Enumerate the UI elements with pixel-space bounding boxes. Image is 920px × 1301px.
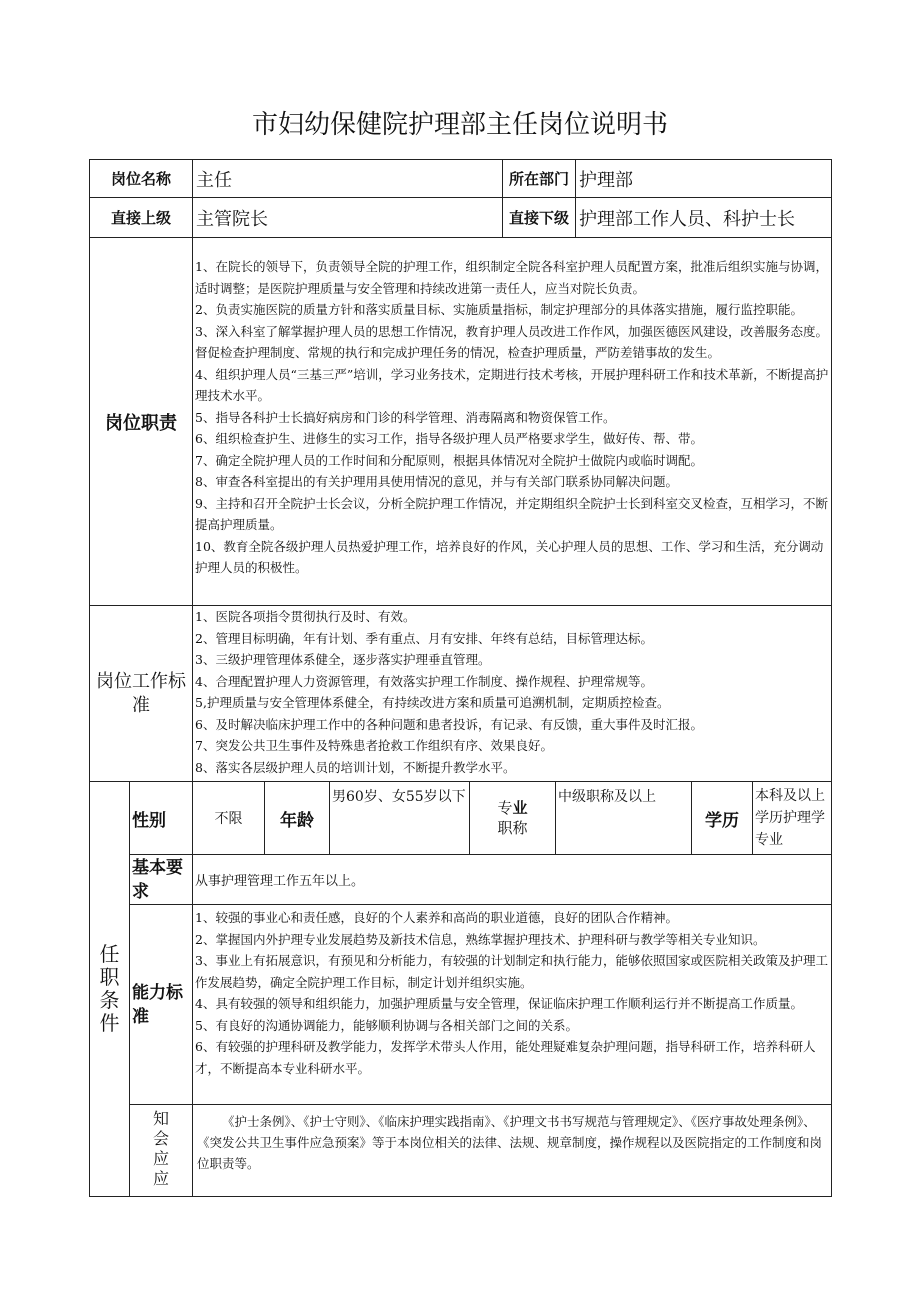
list-item: 3、三级护理管理体系健全，逐步落实护理垂直管理。 xyxy=(195,652,491,667)
subordinate-label: 直接下级 xyxy=(503,198,576,238)
age-value: 男60岁、女55岁以下 xyxy=(330,782,470,855)
subordinate-value: 护理部工作人员、科护士长 xyxy=(576,198,832,238)
standards-list xyxy=(193,606,832,782)
knowledge-label: 知 会 应 应 xyxy=(130,1105,193,1197)
list-item: 2、负责实施医院的质量方针和落实质量目标、实施质量指标，制定护理部分的具体落实措施，履行监控职能。 xyxy=(195,302,803,317)
list-item: 7、突发公共卫生事件及特殊患者抢救工作组织有序、效果良好。 xyxy=(195,738,553,753)
duties-label: 岗位职责 xyxy=(90,238,193,606)
standards-label: 岗位工作标准 xyxy=(90,606,193,782)
list-item: 8、落实各层级护理人员的培训计划，不断提升教学水平。 xyxy=(195,759,516,775)
superior-label: 直接上级 xyxy=(90,198,193,238)
row-basic-info xyxy=(90,782,832,855)
row-knowledge xyxy=(90,1105,832,1197)
list-item: 3、事业上有拓展意识，有预见和分析能力，有较强的计划制定和执行能力，能够依照国家或医院相关政策及护理工作发展趋势，确定全院护理工作目标，制定计划并组织实施。 xyxy=(195,953,828,990)
gender-value: 不限 xyxy=(193,782,265,855)
list-item: 5、指导各科护士长搞好病房和门诊的科学管理、消毒隔离和物资保管工作。 xyxy=(195,409,616,425)
requirements-label: 任 职 条 件 xyxy=(90,782,130,1197)
list-item: 5,护理质量与安全管理体系健全，有持续改进方案和质量可追溯机制，定期质控检查。 xyxy=(195,695,670,710)
list-item: 8、审查各科室提出的有关护理用具使用情况的意见，并与有关部门联系协同解决问题。 xyxy=(195,474,678,489)
ability-list xyxy=(193,905,832,1105)
age-label: 年龄 xyxy=(265,782,330,855)
list-item: 1、在院长的领导下，负责领导全院的护理工作，组织制定全院各科室护理人员配置方案，批准后组织实施与协调，适时调整；是医院护理质量与安全管理和持续改进第一责任人，应当对院长负责。 xyxy=(195,259,828,296)
row-ability xyxy=(90,905,832,1105)
list-item: 6、及时解决临床护理工作中的各种问题和患者投诉，有记录、有反馈，重大事件及时汇报。 xyxy=(195,716,703,732)
basic-value: 从事护理管理工作五年以上。 xyxy=(193,855,832,905)
row-standards xyxy=(90,606,832,782)
list-item: 6、有较强的护理科研及教学能力，发挥学术带头人作用，能处理疑难复杂护理问题，指导科研工作，培养科研人才，不断提高本专业科研水平。 xyxy=(195,1039,816,1076)
list-item: 10、教育全院各级护理人员热爱护理工作，培养良好的作风，关心护理人员的思想、工作、学习和生活，充分调动护理人员的积极性。 xyxy=(195,538,824,575)
list-item: 5、有良好的沟通协调能力，能够顺利协调与各相关部门之间的关系。 xyxy=(195,1017,578,1033)
knowledge-value: 《护士条例》、《护士守则》、《临床护理实践指南》、《护理文书书写规范与管理规定》、《医疗事故处理条例》、《突发公共卫生事件应急预案》等于本岗位相关的法律、法规、规章制度，操作规程以及医院指定的工作制度和岗位职责等。 xyxy=(193,1105,832,1197)
ability-label: 能力标准 xyxy=(130,905,193,1105)
duties-list xyxy=(193,238,832,606)
job-description-table xyxy=(89,159,832,1197)
list-item: 4、具有较强的领导和组织能力，加强护理质量与安全管理，保证临床护理工作顺利运行并不断提高工作质量。 xyxy=(195,996,803,1011)
basic-label: 基本要求 xyxy=(130,855,193,905)
superior-value: 主管院长 xyxy=(193,198,503,238)
row-basic-requirement xyxy=(90,855,832,905)
row-duties xyxy=(90,238,832,606)
position-label: 岗位名称 xyxy=(90,160,193,198)
list-item: 9、主持和召开全院护士长会议，分析全院护理工作情况，并定期组织全院护士长到科室交叉检查，互相学习，不断提高护理质量。 xyxy=(195,495,828,532)
title-label: 专业 职称 xyxy=(470,782,556,855)
page-title: 市妇幼保健院护理部主任岗位说明书 xyxy=(251,110,668,140)
row-position xyxy=(90,160,832,198)
title-value: 中级职称及以上 xyxy=(556,782,692,855)
list-item: 1、医院各项指令贯彻执行及时、有效。 xyxy=(195,609,416,624)
list-item: 2、管理目标明确，年有计划、季有重点、月有安排、年终有总结，目标管理达标。 xyxy=(195,630,653,646)
list-item: 4、组织护理人员“三基三严”培训，学习业务技术，定期进行技术考核，开展护理科研工作和技术革新，不断提高护理技术水平。 xyxy=(195,366,829,403)
dept-label: 所在部门 xyxy=(503,160,576,198)
list-item: 4、合理配置护理人力资源管理，有效落实护理工作制度、操作规程、护理常规等。 xyxy=(195,673,653,689)
list-item: 3、深入科室了解掌握护理人员的思想工作情况，教育护理人员改进工作作风，加强医德医风建设，改善服务态度。督促检查护理制度、常规的执行和完成护理任务的情况，检查护理质量，严防差错事故的发生。 xyxy=(195,323,828,360)
list-item: 6、组织检查护生、进修生的实习工作，指导各级护理人员严格要求学生，做好传、帮、带。 xyxy=(195,431,703,446)
edu-label: 学历 xyxy=(692,782,753,855)
edu-value: 本科及以上学历护理学专业 xyxy=(753,782,832,855)
gender-label: 性别 xyxy=(130,782,193,855)
list-item: 7、确定全院护理人员的工作时间和分配原则，根据具体情况对全院护士做院内或临时调配。 xyxy=(195,452,703,468)
position-value: 主任 xyxy=(193,160,503,198)
list-item: 2、掌握国内外护理专业发展趋势及新技术信息，熟练掌握护理技术、护理科研与教学等相关专业知识。 xyxy=(195,931,766,947)
row-superior xyxy=(90,198,832,238)
dept-value: 护理部 xyxy=(576,160,832,198)
list-item: 1、较强的事业心和责任感，良好的个人素养和高尚的职业道德，良好的团队合作精神。 xyxy=(195,910,678,925)
